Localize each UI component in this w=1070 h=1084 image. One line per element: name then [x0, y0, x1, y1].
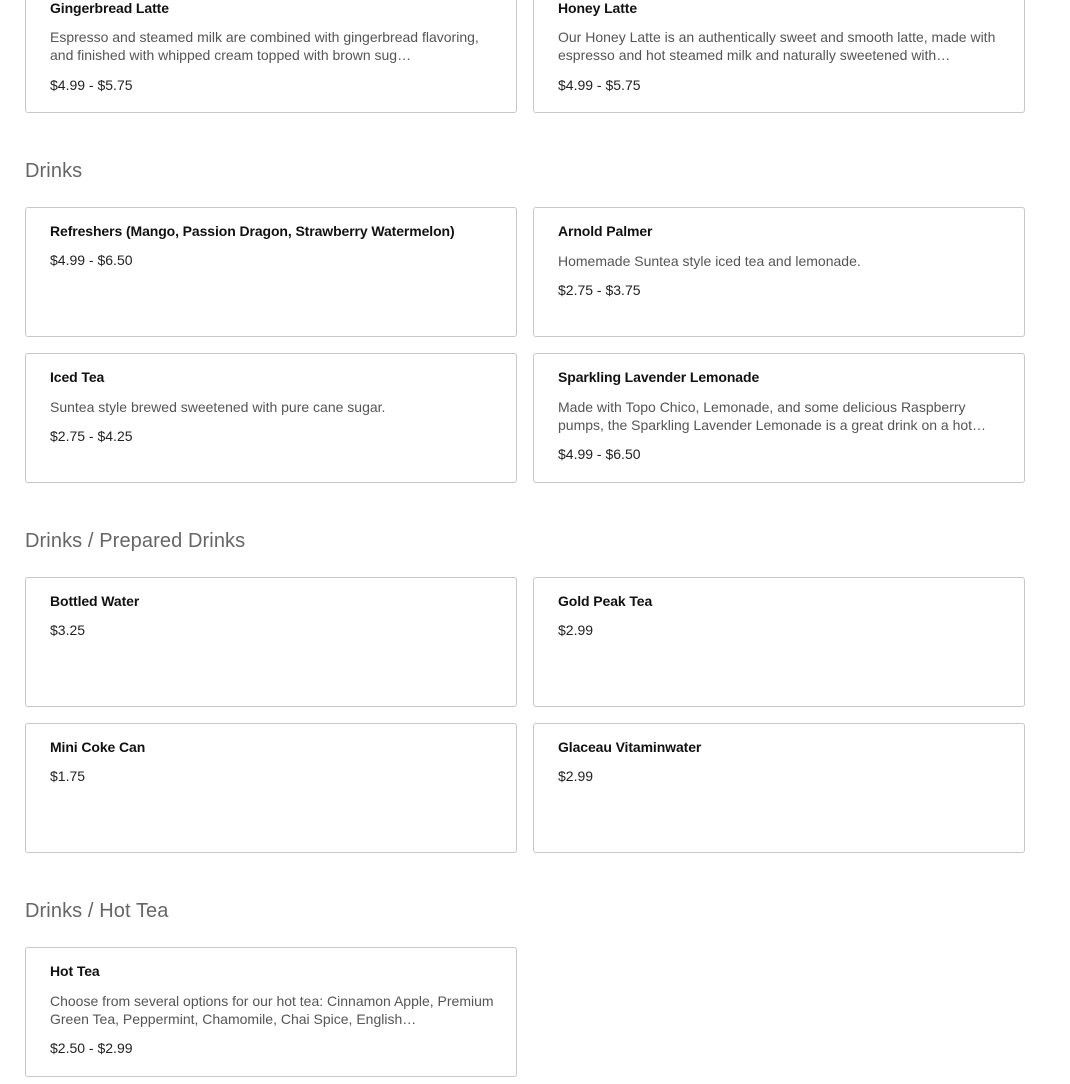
- item-price: $4.99 - $5.75: [558, 77, 641, 93]
- item-description: Our Honey Latte is an authentically sweet and smooth latte, made with espresso and hot steamed milk and naturally sweetened with…: [558, 29, 996, 63]
- menu-item-card-honey-latte[interactable]: [533, 0, 1025, 113]
- item-price: $3.25: [50, 622, 86, 638]
- item-name: Hot Tea: [50, 963, 100, 979]
- item-name: Iced Tea: [50, 369, 105, 385]
- item-name: Arnold Palmer: [558, 223, 653, 239]
- item-name: Glaceau Vitaminwater: [558, 739, 702, 755]
- menu-item-card-iced-tea[interactable]: [25, 353, 517, 483]
- item-name: Gingerbread Latte: [50, 0, 169, 16]
- item-description: Espresso and steamed milk are combined with gingerbread flavoring, and finished with whipped cream topped with brown sug…: [50, 29, 479, 63]
- item-description: Homemade Suntea style iced tea and lemonade.: [558, 253, 861, 269]
- item-price: $4.99 - $5.75: [50, 77, 133, 93]
- item-price: $4.99 - $6.50: [50, 252, 133, 268]
- item-price: $2.99: [558, 768, 594, 784]
- menu-item-card-gold-peak-tea[interactable]: [533, 577, 1025, 707]
- menu-item-card-sparkling-lavender-lemonade[interactable]: [533, 353, 1025, 483]
- menu-item-card-bottled-water[interactable]: [25, 577, 517, 707]
- item-price: $2.50 - $2.99: [50, 1040, 133, 1056]
- menu-item-card-arnold-palmer[interactable]: [533, 207, 1025, 337]
- item-name: Honey Latte: [558, 0, 638, 16]
- item-name: Sparkling Lavender Lemonade: [558, 369, 760, 385]
- item-description: Suntea style brewed sweetened with pure cane sugar.: [50, 399, 386, 415]
- item-name: Mini Coke Can: [50, 739, 146, 755]
- menu-item-card-refreshers[interactable]: [25, 207, 517, 337]
- item-name: Refreshers (Mango, Passion Dragon, Strawberry Watermelon): [50, 223, 455, 239]
- item-description: Made with Topo Chico, Lemonade, and some delicious Raspberry pumps, the Sparkling Lavender Lemonade is a great drink on a hot…: [558, 399, 987, 433]
- menu-item-card-glaceau-vitaminwater[interactable]: [533, 723, 1025, 853]
- item-description: Choose from several options for our hot tea: Cinnamon Apple, Premium Green Tea, Peppermint, Chamomile, Chai Spice, English…: [50, 993, 494, 1027]
- item-price: $2.99: [558, 622, 594, 638]
- item-price: $4.99 - $6.50: [558, 446, 641, 462]
- menu-item-card-gingerbread-latte[interactable]: [25, 0, 517, 113]
- item-price: $2.75 - $4.25: [50, 428, 133, 444]
- item-name: Bottled Water: [50, 593, 140, 609]
- item-price: $2.75 - $3.75: [558, 282, 641, 298]
- item-price: $1.75: [50, 768, 86, 784]
- section-title-prepared-drinks: Drinks / Prepared Drinks: [25, 530, 246, 552]
- menu-item-card-mini-coke-can[interactable]: [25, 723, 517, 853]
- section-title-drinks: Drinks: [25, 160, 83, 182]
- item-name: Gold Peak Tea: [558, 593, 653, 609]
- section-title-hot-tea: Drinks / Hot Tea: [25, 900, 169, 922]
- menu-item-card-hot-tea[interactable]: [25, 947, 517, 1077]
